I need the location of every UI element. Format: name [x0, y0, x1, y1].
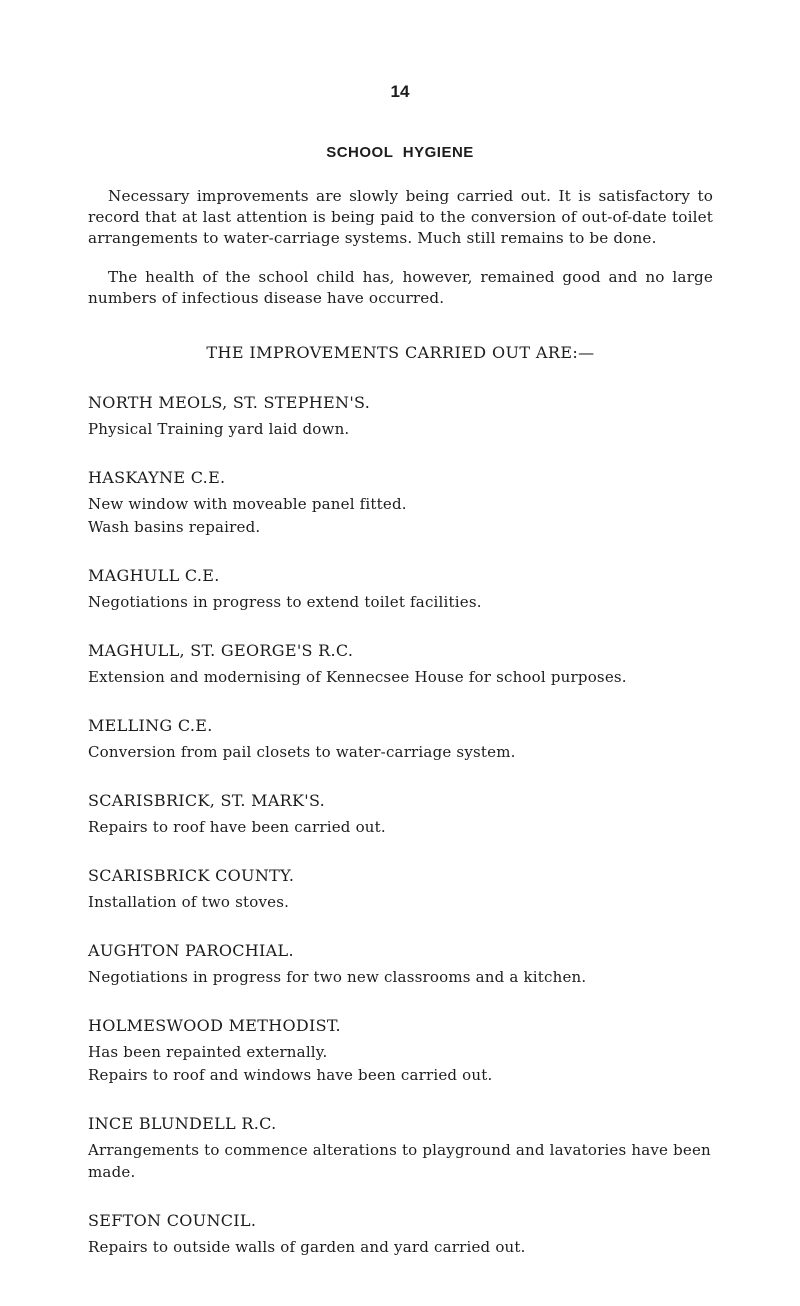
improvement-text: Repairs to roof and windows have been carried out.: [88, 1066, 493, 1084]
improvement-text: Has been repainted externally.: [88, 1043, 328, 1061]
page-number: 14: [390, 82, 410, 101]
school-entry: [88, 865, 713, 913]
improvement-text: Conversion from pail closets to water-carriage system.: [88, 743, 516, 761]
section-heading: THE IMPROVEMENTS CARRIED OUT ARE:—: [206, 343, 595, 362]
school-name: MAGHULL C.E.: [88, 566, 220, 585]
improvement-text: Wash basins repaired.: [88, 518, 261, 536]
school-entry: [88, 790, 713, 838]
intro-paragraph-2: The health of the school child has, however, remained good and no large numbers of infectious disease have occurred.: [88, 268, 713, 307]
school-name: NORTH MEOLS, ST. STEPHEN'S.: [88, 393, 371, 412]
school-name: INCE BLUNDELL R.C.: [88, 1114, 277, 1133]
school-entry: [88, 1113, 713, 1183]
school-entry: [88, 565, 713, 613]
school-name: SCARISBRICK, ST. MARK'S.: [88, 791, 326, 810]
page-title: SCHOOL HYGIENE: [326, 144, 474, 161]
school-name: AUGHTON PAROCHIAL.: [88, 941, 294, 960]
school-entry: [88, 715, 713, 763]
school-entry: [88, 467, 713, 538]
intro-paragraph-1: Necessary improvements are slowly being carried out. It is satisfactory to record that at last attention is being paid to the conversion of out-of-date toilet arrangements to water-carriage systems. Much still remains to be done.: [88, 187, 713, 247]
improvement-text: Repairs to roof have been carried out.: [88, 818, 386, 836]
improvement-text: Negotiations in progress to extend toilet facilities.: [88, 593, 482, 611]
school-name: MELLING C.E.: [88, 716, 213, 735]
improvement-text: Negotiations in progress for two new classrooms and a kitchen.: [88, 968, 587, 986]
improvement-text: New window with moveable panel fitted.: [88, 495, 407, 513]
improvements-list: [88, 392, 713, 1258]
improvement-text: Arrangements to commence alterations to playground and lavatories have been made.: [88, 1141, 711, 1181]
school-entry: [88, 1015, 713, 1086]
school-name: HASKAYNE C.E.: [88, 468, 226, 487]
school-entry: [88, 392, 713, 440]
school-name: MAGHULL, ST. GEORGE'S R.C.: [88, 641, 354, 660]
improvement-text: Extension and modernising of Kennecsee House for school purposes.: [88, 668, 627, 686]
improvement-text: Installation of two stoves.: [88, 893, 290, 911]
school-entry: [88, 640, 713, 688]
school-name: HOLMESWOOD METHODIST.: [88, 1016, 341, 1035]
improvement-text: Physical Training yard laid down.: [88, 420, 350, 438]
school-entry: [88, 1210, 713, 1258]
document-body: [88, 186, 713, 1285]
school-name: SCARISBRICK COUNTY.: [88, 866, 295, 885]
improvement-text: Repairs to outside walls of garden and yard carried out.: [88, 1238, 526, 1256]
school-entry: [88, 940, 713, 988]
school-name: SEFTON COUNCIL.: [88, 1211, 257, 1230]
